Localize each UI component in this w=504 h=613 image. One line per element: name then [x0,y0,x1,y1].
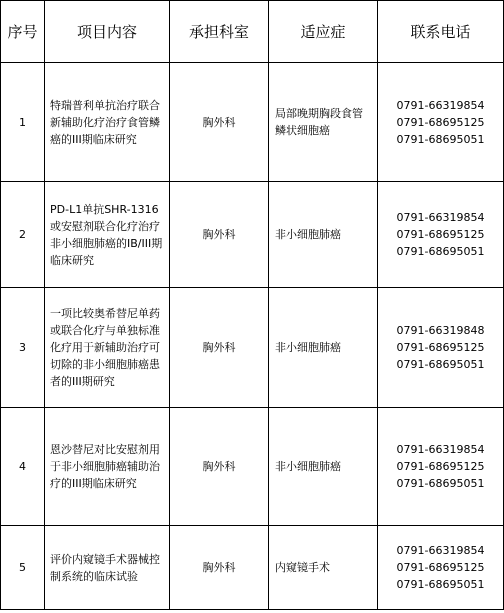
phone-number[interactable]: 0791-68695051 [396,245,485,258]
row-dept: 胸外科 [170,182,269,288]
header-row [1,1,504,63]
row-phones [378,63,504,182]
row-no: 5 [1,526,45,610]
row-indication: 非小细胞肺癌 [269,182,378,288]
row-indication: 局部晚期胸段食管鳞状细胞癌 [269,63,378,182]
row-content: 恩沙替尼对比安慰剂用于非小细胞肺癌辅助治疗的III期临床研究 [45,408,170,526]
phone-number[interactable]: 0791-68695051 [396,477,485,490]
phone-number[interactable]: 0791-68695125 [396,115,485,129]
phone-number[interactable]: 0791-68695125 [396,341,485,354]
phone-number[interactable]: 0791-68695125 [396,561,485,574]
phone-number[interactable]: 0791-66319848 [396,324,485,337]
row-no: 3 [1,288,45,408]
row-phones [378,288,504,408]
row-no: 2 [1,182,45,288]
table-row [1,408,504,526]
phone-number[interactable]: 0791-66319854 [396,544,485,557]
header-no: 序号 [1,1,45,63]
header-indication: 适应症 [269,1,378,63]
phone-number[interactable]: 0791-68695051 [396,578,485,591]
phone-number[interactable]: 0791-68695051 [396,358,485,371]
row-phones [378,182,504,288]
row-indication: 内窥镜手术 [269,526,378,610]
table-row [1,526,504,610]
row-no: 1 [1,63,45,182]
phone-number[interactable]: 0791-68695125 [396,228,485,241]
header-content: 项目内容 [45,1,170,63]
phone-number[interactable]: 0791-66319854 [396,211,485,224]
table-row [1,63,504,182]
row-phones [378,408,504,526]
row-dept: 胸外科 [170,63,269,182]
row-dept: 胸外科 [170,408,269,526]
row-dept: 胸外科 [170,288,269,408]
table-row [1,182,504,288]
row-no: 4 [1,408,45,526]
table-header [1,1,504,63]
row-dept: 胸外科 [170,526,269,610]
row-content: 一项比较奥希替尼单药或联合化疗与单独标准化疗用于新辅助治疗可切除的非小细胞肺癌患者的III期研究 [45,288,170,408]
header-dept: 承担科室 [170,1,269,63]
header-phone: 联系电话 [378,1,504,63]
row-content: 评价内窥镜手术器械控制系统的临床试验 [45,526,170,610]
table-row [1,288,504,408]
row-phones [378,526,504,610]
row-content: 特瑞普利单抗治疗联合新辅助化疗治疗食管鳞癌的III期临床研究 [45,63,170,182]
phone-number[interactable]: 0791-66319854 [396,443,485,456]
phone-number[interactable]: 0791-68695125 [396,460,485,473]
row-indication: 非小细胞肺癌 [269,408,378,526]
table-body [1,63,504,610]
phone-number[interactable]: 0791-66319854 [396,98,485,112]
phone-number[interactable]: 0791-68695051 [396,132,485,146]
row-indication: 非小细胞肺癌 [269,288,378,408]
row-content: PD-L1单抗SHR-1316或安慰剂联合化疗治疗非小细胞肺癌的IB/III期临床研究 [45,182,170,288]
